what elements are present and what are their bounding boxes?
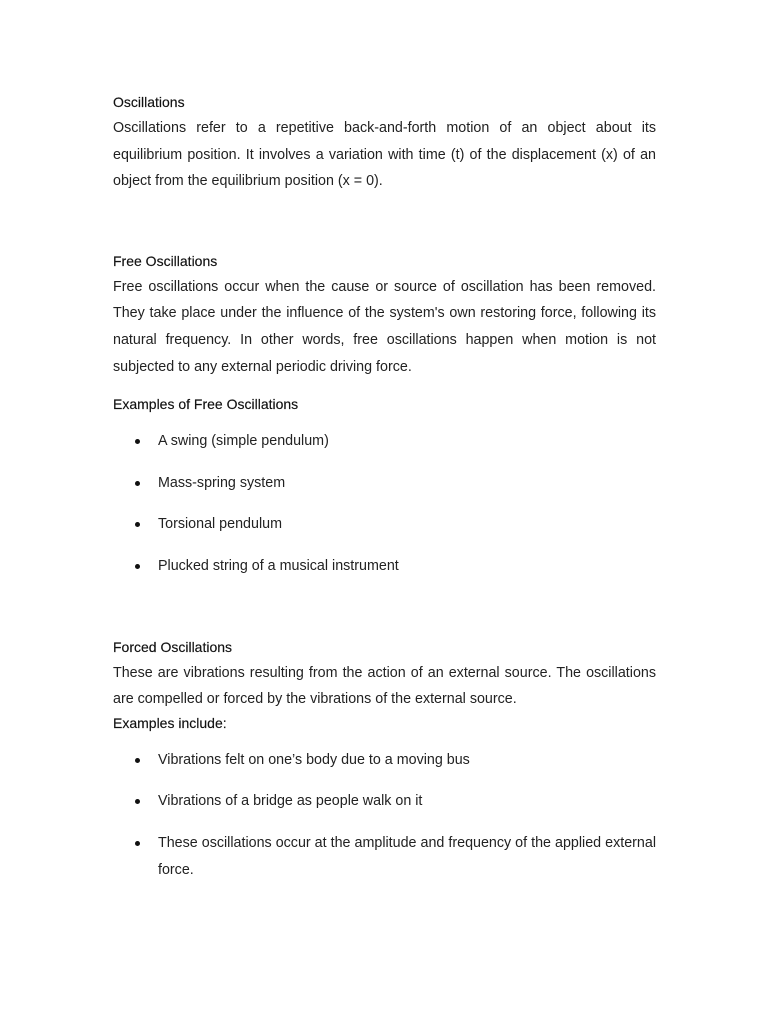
list-item-text: Plucked string of a musical instrument — [158, 557, 399, 574]
section-body-forced-oscillations: These are vibrations resulting from the action of an external source. The oscillations are compelled or forced by the vibrations of the external source. — [113, 664, 656, 708]
list-item — [113, 470, 656, 497]
list-item-text: Torsional pendulum — [158, 516, 282, 533]
section-heading-forced-oscillations: Forced Oscillations — [113, 638, 233, 655]
section-body-free-oscillations: Free oscillations occur when the cause or source of oscillation has been removed. They take place under the influence of the system's own restoring force, following its natural frequency. In other words, free oscillations happen when motion is not subjected to any external periodic driving force. — [113, 278, 656, 375]
document-page — [113, 92, 656, 883]
list-item-text: Vibrations of a bridge as people walk on it — [158, 793, 423, 810]
bullet-icon — [135, 841, 140, 846]
bullet-icon — [135, 439, 140, 444]
list-item — [113, 830, 656, 883]
list-item-text: A swing (simple pendulum) — [158, 433, 329, 450]
section-oscillations — [113, 92, 656, 195]
list-item — [113, 511, 656, 538]
list-item — [113, 428, 656, 455]
bullet-icon — [135, 799, 140, 804]
bullet-icon — [135, 481, 140, 486]
list-item — [113, 788, 656, 815]
examples-heading-forced-oscillations: Examples include: — [113, 714, 227, 731]
bullet-icon — [135, 564, 140, 569]
free-oscillations-examples-list — [113, 428, 656, 579]
section-forced-oscillations — [113, 637, 656, 884]
examples-heading-free-oscillations: Examples of Free Oscillations — [113, 396, 299, 413]
section-free-oscillations — [113, 251, 656, 580]
list-item — [113, 747, 656, 774]
list-item-text: Mass-spring system — [158, 474, 286, 491]
bullet-icon — [135, 522, 140, 527]
bullet-icon — [135, 758, 140, 763]
section-heading-oscillations: Oscillations — [113, 94, 185, 110]
section-body-oscillations: Oscillations refer to a repetitive back-and-forth motion of an object about its equilibrium position. It involves a variation with time (t) of the displacement (x) of an object from the equilibrium position (x = 0). — [113, 120, 656, 190]
list-item — [113, 553, 656, 580]
list-item-text: These oscillations occur at the amplitude and frequency of the applied external force. — [158, 834, 656, 878]
forced-oscillations-examples-list — [113, 747, 656, 883]
list-item-text: Vibrations felt on one’s body due to a moving bus — [158, 751, 470, 768]
section-heading-free-oscillations: Free Oscillations — [113, 252, 218, 269]
